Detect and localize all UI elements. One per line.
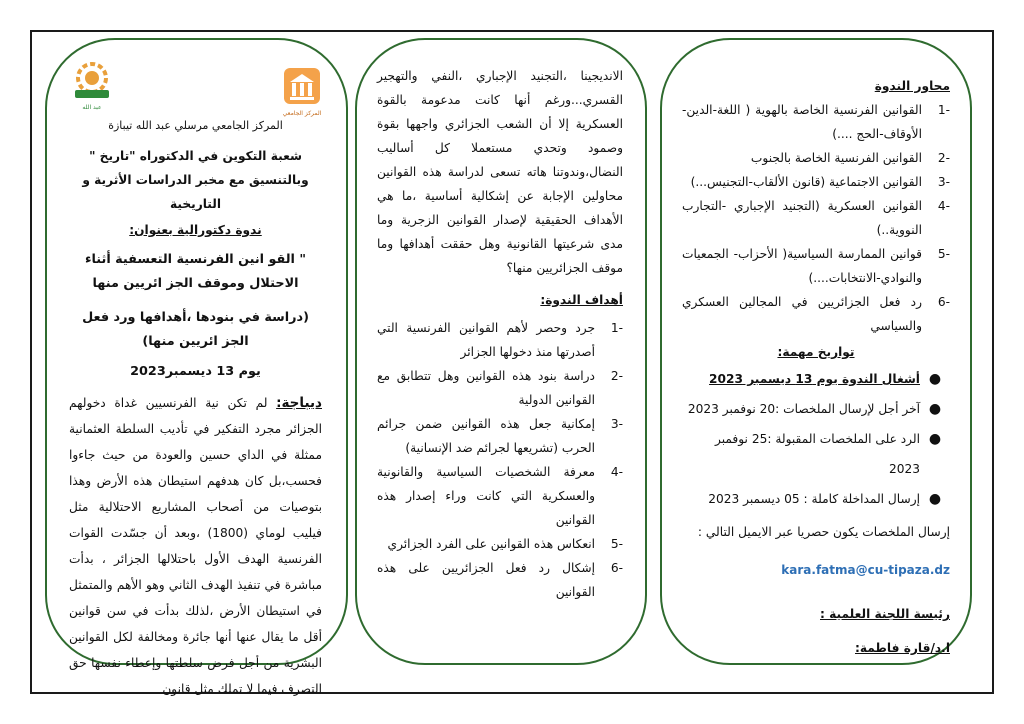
dates-list (682, 364, 950, 514)
axis-item-text: رد فعل الجزائريين في المجالين العسكري والسياسي (682, 295, 922, 333)
intro-text: الانديجينا ،التجنيد الإجباري ،النفي والتهجير القسري...ورغم أنها كانت مدعومة بالقوة العسكرية إلا أن الشعب الجزائري واجهها بقوة وصمود وتحدي مستعملا كل أساليب النضال،وندوتنا هاته تسعى لدراسة هذه القوانين محاولين الإجابة عن إشكالية أساسية ،ما هي الأهداف الحقيقية لإصدار القوانين الزجرية وما مدى شرعيتها القانونية وهل حققت أهدافها وما موقف الجزائريين منها؟ (377, 69, 623, 275)
contact-email[interactable]: kara.fatma@cu-tipaza.dz (781, 563, 950, 577)
committee-name: ا.د/قارة فاطمة: (855, 641, 950, 655)
axis-item-5 (682, 242, 950, 290)
objective-item-number: -1 (610, 321, 623, 335)
panel-left (45, 38, 348, 696)
preamble-text: لم تكن نية الفرنسيين غداة دخولهم الجزائر مجرد التفكير في تأديب السلطة العثمانية ممثلة في الداي حسين والعودة من حيث جاءوا فحسب،بل كان هدفهم استيطان هذه الأرض وهذا بتوصيات من أصحاب المشاريع الاحتلالية مثل فيليب لوماي (1800) ،وبعد أن جسّدت القوات الفرنسية الهدف الأول باحتلالها الجزائر ، بدأت مباشرة في تنفيذ الهدف الثاني وهو الأهم والمتمثل في استيطان الأرض ،لذلك بدأت في سن قوانين أقل ما يقال عنها أنها جائرة ومخالفة لكل القوانين البشرية من أجل فرض سلطتها وإعطاء نفسها حق التصرف فيما لا تملك مثل قانون (69, 396, 322, 696)
bullet-icon: ● (928, 371, 942, 387)
university-logo-icon (282, 66, 322, 106)
axis-item-number: -2 (937, 151, 950, 165)
date-item-text: إرسال المداخلة كاملة : 05 ديسمبر 2023 (708, 492, 920, 506)
axis-item-number: -3 (937, 175, 950, 189)
axis-item-1 (682, 98, 950, 146)
axis-item-text: القوانين العسكرية (التجنيد الإجباري -التجارب النووية..) (682, 199, 922, 237)
axis-item-number: -4 (937, 199, 950, 213)
logo-right-caption: المركز الجامعي (282, 110, 322, 117)
objective-item-4 (377, 460, 623, 532)
axis-item-number: -6 (937, 295, 950, 309)
axis-item-text: قوانين الممارسة السياسية( الأحزاب- الجمعيات والنوادي-الانتخابات....) (682, 247, 922, 285)
institution-name: المركز الجامعي مرسلي عبد الله تيبازة (108, 119, 283, 132)
date-item-text: الرد على الملخصات المقبولة :25 نوفمبر 2023 (714, 432, 920, 476)
date-item-text: آخر أجل لإرسال الملخصات :20 نوفمبر 2023 (687, 402, 920, 416)
axis-item-6 (682, 290, 950, 338)
objective-item-text: معرفة الشخصيات السياسية والقانونية والعسكرية التي كانت وراء إصدار هذه القوانين (377, 465, 595, 527)
objective-item-6 (377, 556, 623, 604)
objective-item-number: -2 (610, 369, 623, 383)
date-item-3 (682, 424, 950, 484)
preamble (69, 390, 322, 702)
preamble-label: ديباجة: (276, 395, 322, 411)
objectives-list (377, 316, 623, 604)
axis-item-text: القوانين الاجتماعية (قانون الألقاب-التجنيس...) (690, 175, 922, 189)
date-item-text: أشغال الندوة يوم 13 ديسمبر 2023 (709, 372, 920, 386)
lab-logo (69, 60, 115, 111)
dates-title: تواريخ مهمة: (777, 345, 855, 359)
axis-item-number: -5 (937, 247, 950, 261)
seminar-date: يوم 13 ديسمبر2023 (130, 364, 261, 379)
logo-left-caption: عبد الله (82, 104, 102, 111)
objective-item-text: جرد وحصر لأهم القوانين الفرنسية التي أصدرتها منذ دخولها الجزائر (377, 321, 595, 359)
objective-item-number: -6 (610, 561, 623, 575)
lab-logo-icon (69, 60, 115, 100)
objective-item-number: -4 (610, 465, 623, 479)
axis-item-text: القوانين الفرنسية الخاصة بالجنوب (750, 151, 922, 165)
department-text: شعبة التكوين في الدكتوراه "تاريخ " وبالتنسيق مع مخبر الدراسات الأثرية و التاريخية (82, 149, 309, 211)
objective-item-2 (377, 364, 623, 412)
objective-item-3 (377, 412, 623, 460)
objective-item-1 (377, 316, 623, 364)
bullet-icon: ● (928, 401, 942, 417)
objective-item-text: انعكاس هذه القوانين على الفرد الجزائري (387, 537, 595, 551)
axis-item-2 (682, 146, 950, 170)
date-item-4 (682, 484, 950, 514)
panel-right (660, 38, 972, 665)
seminar-title: " القو انين الفرنسية التعسفية أثناء الاحتلال وموقف الجز ائريين منها (84, 252, 307, 291)
committee-title: رئيسة اللجنة العلمية : (820, 607, 950, 621)
seminar-label: ندوة دكتورالية بعنوان: (129, 223, 262, 237)
objective-item-text: إشكال رد فعل الجزائريين على هذه القوانين (377, 561, 595, 599)
seminar-subtitle: (دراسة في بنودها ،أهدافها ورد فعل الجز ائريين منها) (82, 310, 309, 349)
axis-item-text: القوانين الفرنسية الخاصة بالهوية ( اللغة-الدين-الأوقاف-الحج ....) (682, 103, 922, 141)
logos-row (69, 60, 322, 117)
axes-title: محاور الندوة (874, 79, 950, 93)
objective-item-text: إمكانية جعل هذه القوانين ضمن جرائم الحرب (تشريعها لجرائم ضد الإنسانية) (377, 417, 595, 455)
axes-list (682, 98, 950, 338)
axis-item-4 (682, 194, 950, 242)
axis-item-number: -1 (937, 103, 950, 117)
university-logo (282, 66, 322, 117)
objective-item-text: دراسة بنود هذه القوانين وهل تتطابق مع القوانين الدولية (377, 369, 595, 407)
objective-item-number: -5 (610, 537, 623, 551)
objective-item-number: -3 (610, 417, 623, 431)
axis-item-3 (682, 170, 950, 194)
bullet-icon: ● (928, 431, 942, 447)
bullet-icon: ● (928, 491, 942, 507)
objectives-title: أهداف الندوة: (540, 293, 623, 307)
date-item-1 (682, 364, 950, 394)
send-note: إرسال الملخصات يكون حصريا عبر الايميل التالي : (697, 525, 950, 539)
date-item-2 (682, 394, 950, 424)
objective-item-5 (377, 532, 623, 556)
panel-middle (355, 38, 647, 665)
